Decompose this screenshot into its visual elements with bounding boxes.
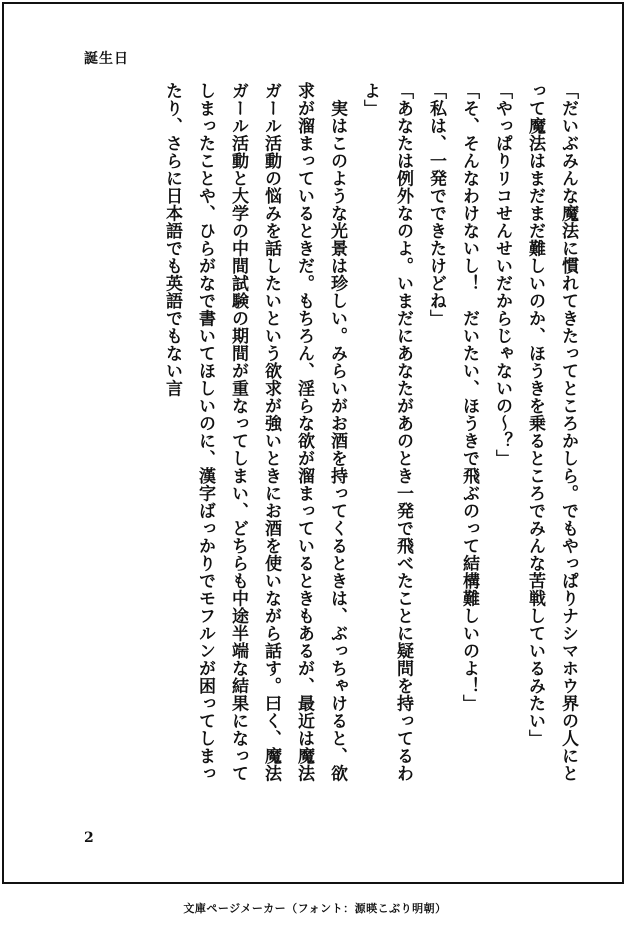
running-head: 誕生日 (84, 51, 129, 67)
text-line: 「そ、そんなわけないし！ だいたい、ほうきで飛ぶのって結構難しいのよ！」 (459, 82, 479, 712)
page-number: 2 (84, 830, 94, 846)
text-line: 「だいぶみんな魔法に慣れてきたってところかしら。でもやっぱりナシマホウ界の人にとって魔法はまだまだ難しいのか、ほうきを乗るところでみんな苦戦しているみたい」 (525, 82, 578, 782)
page-frame (2, 2, 624, 884)
vertical-text-body (64, 82, 584, 788)
text-line: 実はこのような光景は珍しい。みらいがお酒を持ってくるときは、ぶっちゃけると、欲求が溜まっているときだ。もちろん、淫らな欲が溜まっているときもあるが、最近は魔法ガール活動の悩みを話したいという欲求が強いときにお酒を使いながら話す。曰く、魔法ガール活動と大学の中間試験の期間が重なってしまい、どちらも中途半端な結果になってしまったことや、ひらがなで書いてほしいのに、漢字ばっかりでモフルンが困ってしまったり、さらに日本語でも英語でもない言 (162, 82, 347, 782)
text-line: 「あなたは例外なのよ。いまだにあなたがあのとき一発で飛べたことに疑問を持ってるわよ」 (360, 82, 413, 782)
text-line: 「私は、一発でできたけどね」 (426, 82, 446, 327)
footer-caption: 文庫ページメーカー（フォント：源暎こぶり明朝） (183, 902, 447, 915)
text-line: 「やっぱりリコせんせいだからじゃないの〜？」 (492, 82, 512, 467)
